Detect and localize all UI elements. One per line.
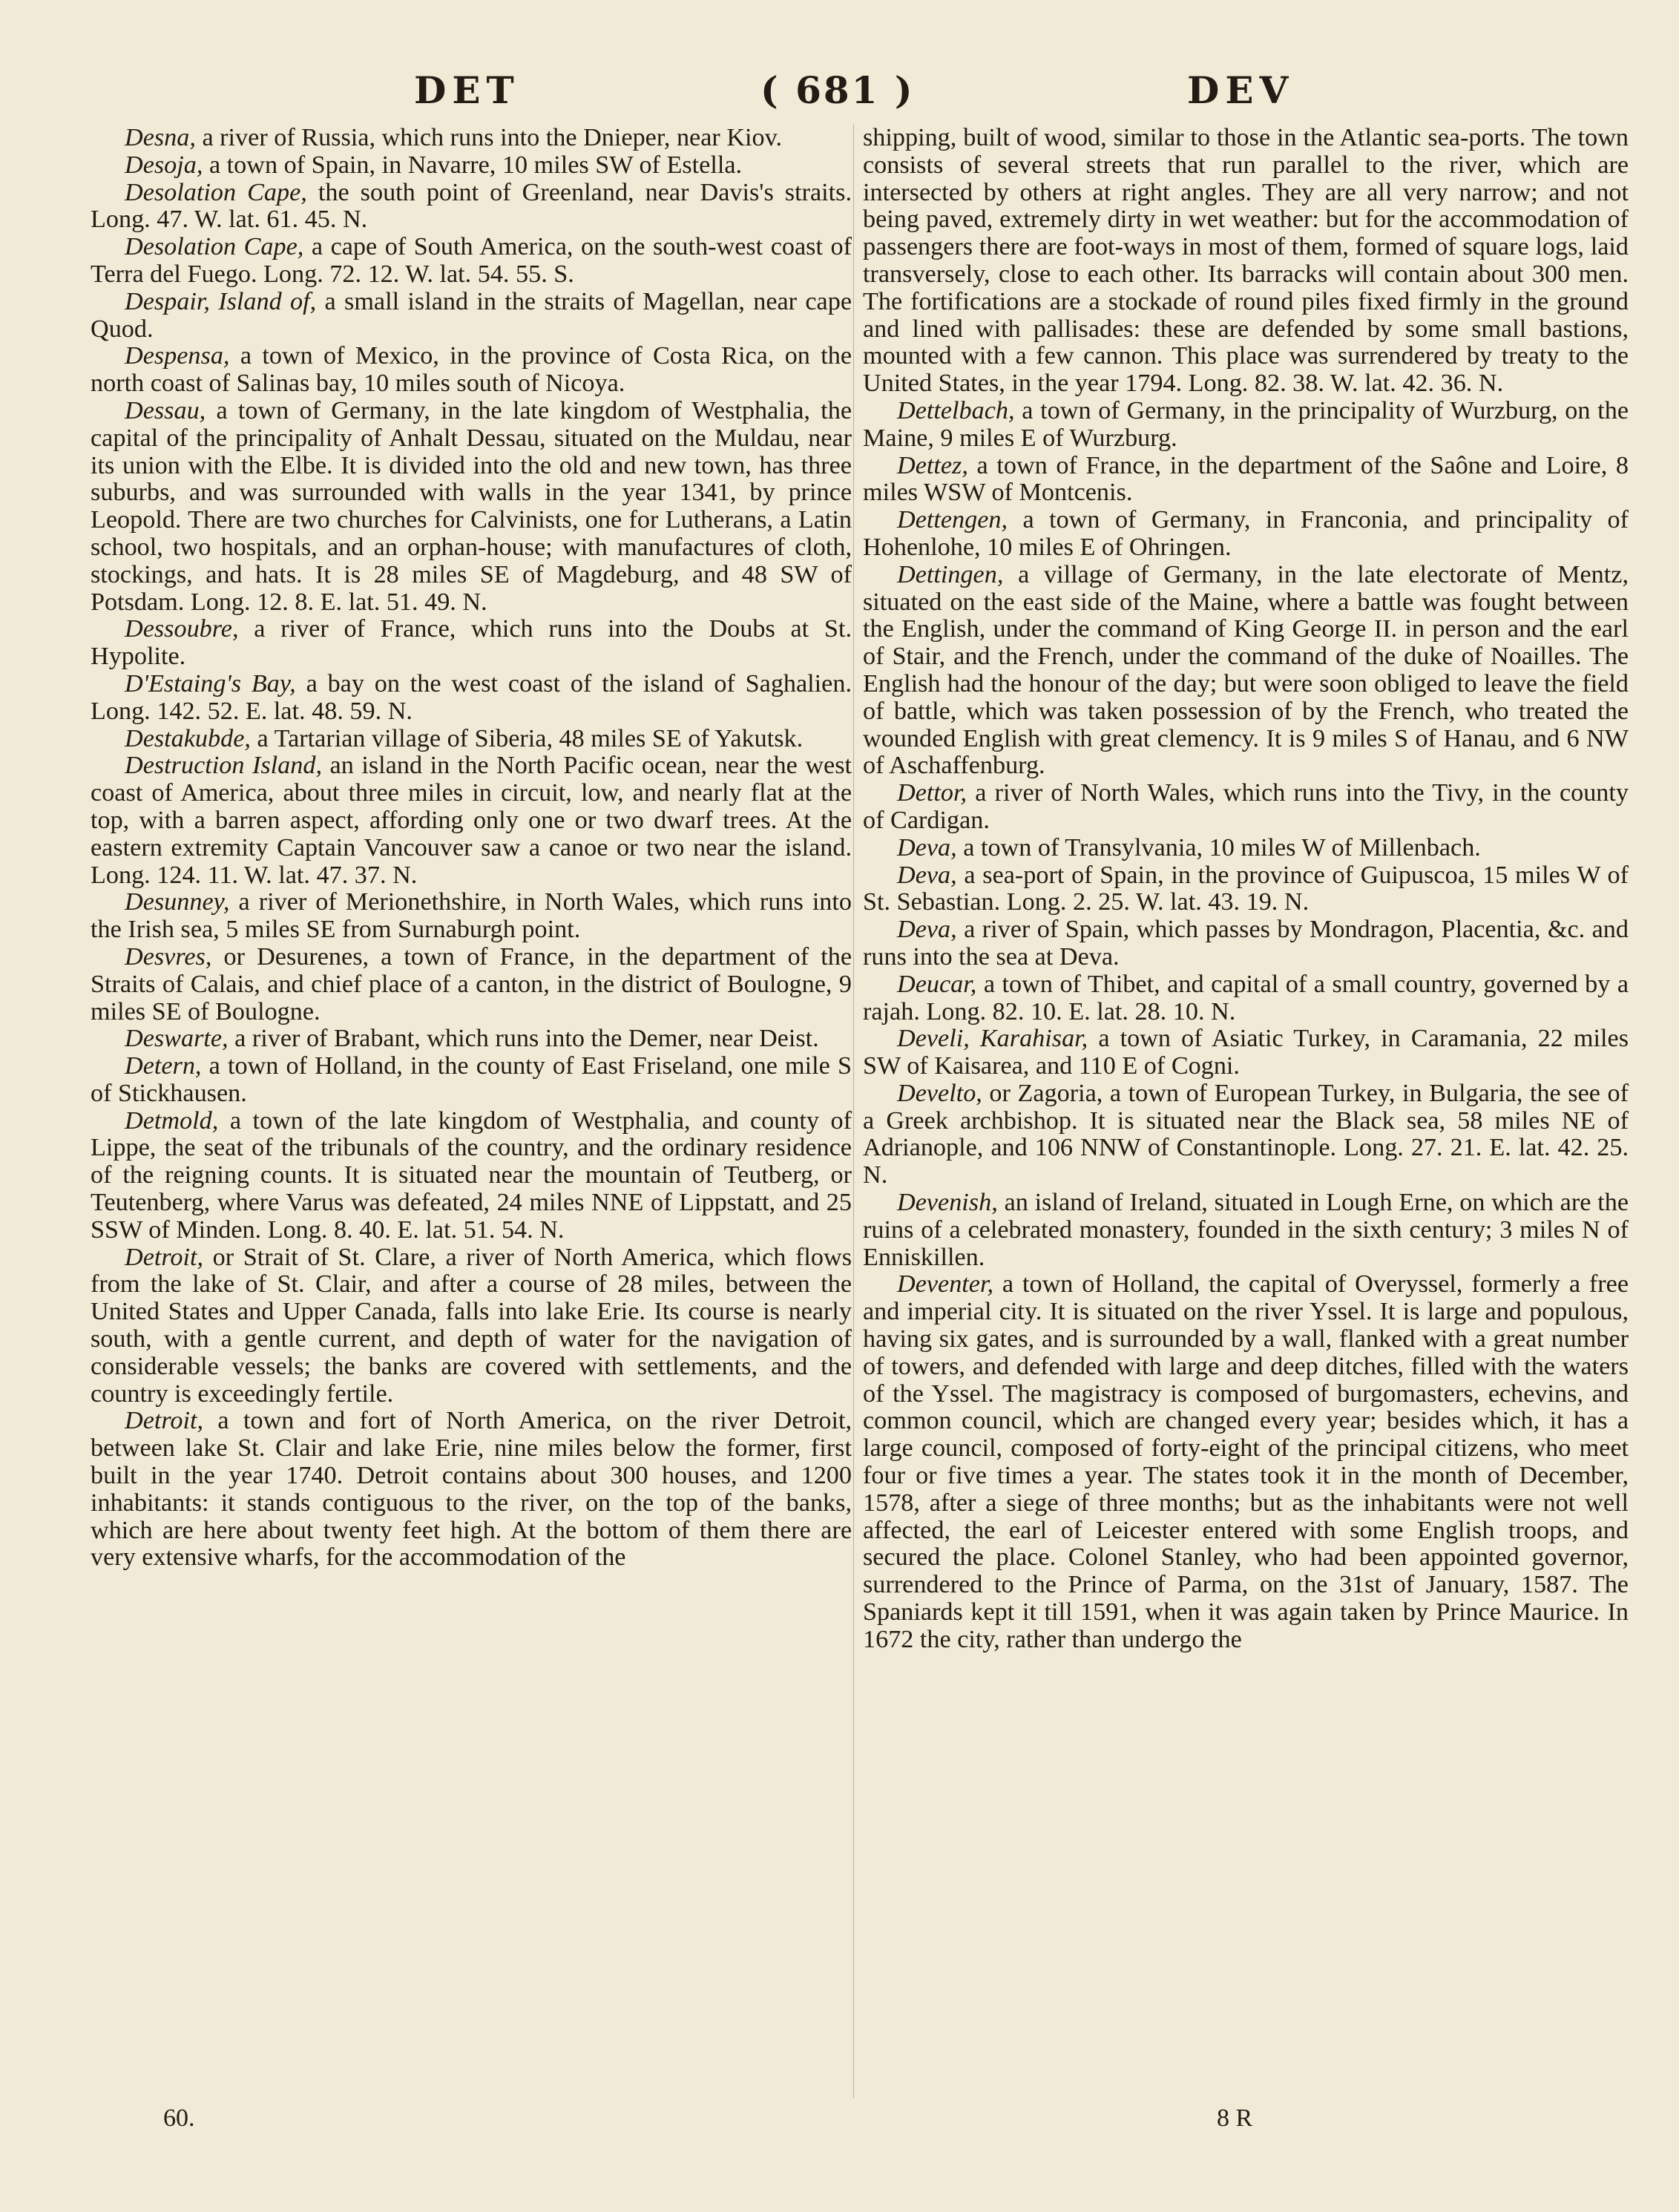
gazetteer-entry xyxy=(863,1025,1629,1080)
gazetteer-entry xyxy=(863,780,1629,835)
entry-term: Dettingen, xyxy=(897,560,1004,588)
page-number: ( 681 ) xyxy=(760,68,915,112)
entry-text: a town of Spain, in Navarre, 10 miles SW of Estella. xyxy=(203,151,743,179)
entry-term: Develto, xyxy=(897,1079,982,1107)
entry-term: Detroit, xyxy=(125,1407,204,1435)
entry-term: Detern, xyxy=(125,1052,202,1080)
entry-text: a town of Holland, in the county of East Friseland, one mile S of Stickhausen. xyxy=(91,1052,852,1107)
entry-term: Desolation Cape, xyxy=(125,233,304,261)
entry-text: a river of France, which runs into the Doubs at St. Hypolite. xyxy=(91,615,852,671)
entry-text: or Strait of St. Clare, a river of North America, which flows from the lake of St. Clair, and after a course of 28 miles, between the United States and Upper Canada, falls into lake Erie. Its course is nearly south, with a gentle current, and depth of water for the navigation of considerable vessels; the banks are covered with settlements, and the country is exceedingly fertile. xyxy=(91,1243,852,1408)
entry-text: a town of Transylvania, 10 miles W of Millenbach. xyxy=(956,833,1481,862)
entry-term: Despair, Island of, xyxy=(125,287,317,315)
entry-term: Dettengen, xyxy=(897,506,1008,534)
left-column xyxy=(91,125,852,1572)
entry-text: a town of Mexico, in the province of Costa Rica, on the north coast of Salinas bay, 10 miles south of Nicoya. xyxy=(91,342,852,398)
running-head xyxy=(0,68,1679,120)
entry-text: a town of Germany, in the principality of Wurzburg, on the Maine, 9 miles E of Wurzburg. xyxy=(863,396,1629,452)
gazetteer-entry xyxy=(91,343,852,398)
entry-text: a town of Germany, in Franconia, and principality of Hohenlohe, 10 miles E of Ohringen. xyxy=(863,506,1629,561)
entry-term: Desoja, xyxy=(125,151,203,179)
entry-text: an island of Ireland, situated in Lough Erne, on which are the ruins of a celebrated monastery, founded in the sixth century; 3 miles N of Enniskillen. xyxy=(863,1189,1629,1271)
gazetteer-entry xyxy=(863,971,1629,1026)
gazetteer-entry xyxy=(91,671,852,726)
gazetteer-entry xyxy=(91,125,852,152)
header-left-catchword: DET xyxy=(414,68,520,112)
entry-term: Dettor, xyxy=(897,779,967,807)
entry-term: Desolation Cape, xyxy=(125,178,307,206)
gazetteer-entry xyxy=(863,125,1629,398)
gazetteer-entry xyxy=(91,1108,852,1244)
entry-term: Dettez, xyxy=(897,451,968,479)
gazetteer-entry xyxy=(863,1271,1629,1653)
gazetteer-entry xyxy=(91,889,852,944)
entry-text: a cape of South America, on the south-west coast of Terra del Fuego. Long. 72. 12. W. lat. 54. 55. S. xyxy=(91,233,852,288)
gazetteer-entry xyxy=(91,616,852,671)
left-signature-mark: 60. xyxy=(163,2104,195,2132)
gazetteer-entry xyxy=(863,835,1629,862)
entry-text: a sea-port of Spain, in the province of Guipuscoa, 15 miles W of St. Sebastian. Long. 2. 25. W. lat. 43. 19. N. xyxy=(863,861,1629,916)
entry-term: Deva, xyxy=(897,916,957,944)
gazetteer-entry xyxy=(863,862,1629,917)
gazetteer-entry xyxy=(91,752,852,889)
entry-text: a town of France, in the department of the Saône and Loire, 8 miles WSW of Montcenis. xyxy=(863,451,1629,507)
entry-term: Despensa, xyxy=(125,342,230,370)
gazetteer-entry xyxy=(91,1025,852,1053)
entry-term: Deventer, xyxy=(897,1270,994,1299)
gazetteer-entry xyxy=(863,1080,1629,1189)
gazetteer-entry xyxy=(91,1408,852,1572)
entry-text: a river of Brabant, which runs into the Demer, near Deist. xyxy=(228,1025,819,1053)
entry-text: a river of North Wales, which runs into the Tivy, in the county of Cardigan. xyxy=(863,779,1629,834)
entry-term: Desunney, xyxy=(125,888,230,916)
entry-text: a river of Russia, which runs into the Dnieper, near Kiov. xyxy=(195,124,783,151)
gazetteer-entry xyxy=(91,234,852,289)
entry-text: a town of Asiatic Turkey, in Caramania, 22 miles SW of Kaisarea, and 110 E of Cogni. xyxy=(863,1025,1629,1080)
gazetteer-entry xyxy=(91,180,852,234)
entry-term: Dettelbach, xyxy=(897,396,1015,424)
entry-text: a town and fort of North America, on the river Detroit, between lake St. Clair and lake Erie, nine miles below the former, first built in the year 1740. Detroit contains about 300 houses, and 1200 inhabitants: it stands contiguous to the river, on the top of the banks, which are here about twenty feet high. At the bottom of them there are very extensive wharfs, for the accommodation of the xyxy=(91,1407,852,1572)
gazetteer-entry xyxy=(91,289,852,344)
entry-term: Destakubde, xyxy=(125,724,251,752)
gazetteer-entry xyxy=(91,152,852,180)
entry-text: a Tartarian village of Siberia, 48 miles SE of Yakutsk. xyxy=(250,724,804,752)
gazetteer-entry xyxy=(863,916,1629,971)
entry-term: D'Estaing's Bay, xyxy=(125,669,296,698)
gazetteer-entry xyxy=(91,398,852,616)
entry-text: or Desurenes, a town of France, in the department of the Straits of Calais, and chief place of a canton, in the district of Boulogne, 9 miles SE of Boulogne. xyxy=(91,942,852,1025)
entry-term: Desna, xyxy=(125,124,196,151)
entry-term: Detmold, xyxy=(125,1106,219,1135)
entry-term: Detroit, xyxy=(125,1243,204,1271)
entry-text: an island in the North Pacific ocean, near the west coast of America, about three miles in circuit, low, and nearly flat at the top, with a barren aspect, affording only one or two dwarf trees. At the eastern extremity Captain Vancouver saw a canoe or two near the island. Long. 124. 11. W. lat. 47. 37. N. xyxy=(91,752,852,889)
gazetteer-entry xyxy=(91,1053,852,1108)
gazetteer-entry xyxy=(91,944,852,1025)
entry-text: a town of the late kingdom of Westphalia, and county of Lippe, the seat of the tribunals of the country, and the ordinary residence of the reigning counts. It is situated near the mountain of Teutberg, or Teutenberg, where Varus was defeated, 24 miles NNE of Lippstatt, and 25 SSW of Minden. Long. 8. 40. E. lat. 51. 54. N. xyxy=(91,1106,852,1244)
entry-text: a village of Germany, in the late electorate of Mentz, situated on the east side of the Maine, where a battle was fought between the English, under the command of King George II. in person and the earl of Stair, and the French, under the command of the duke of Noailles. The English had the honour of the day; but were soon obliged to leave the field of battle, which was taken possession of by the French, who treated the wounded English with great clemency. It is 9 miles S of Hanau, and 6 NW of Aschaffenburg. xyxy=(863,560,1629,780)
entry-term: Deucar, xyxy=(897,970,977,998)
entry-term: Dessoubre, xyxy=(125,615,239,643)
entry-text: a bay on the west coast of the island of Saghalien. Long. 142. 52. E. lat. 48. 59. N. xyxy=(91,669,852,725)
entry-term: Deva, xyxy=(897,861,957,889)
entry-term: Develi, Karahisar, xyxy=(897,1025,1088,1053)
entry-text: a town of Holland, the capital of Overyssel, formerly a free and imperial city. It is situated on the river Yssel. It is large and populous, having six gates, and is surrounded by a wall, flanked with a great number of towers, and defended with large and deep ditches, filled with the waters of the Yssel. The magistracy is composed of burgomasters, echevins, and common council, which are changed every year; besides which, it has a large council, composed of forty-eight of the principal citizens, who meet four or five times a year. The states took it in the month of December, 1578, after a siege of three months; but as the inhabitants were not well affected, the earl of Leicester entered with some English troops, and secured the place. Colonel Stanley, who had been appointed governor, surrendered to the Prince of Parma, on the 31st of January, 1587. The Spaniards kept it till 1591, when it was again taken by Prince Maurice. In 1672 the city, rather than undergo the xyxy=(863,1270,1629,1653)
entry-term: Devenish, xyxy=(897,1189,998,1217)
entry-term: Deva, xyxy=(897,833,957,862)
entry-text: shipping, built of wood, similar to those in the Atlantic sea-ports. The town consists of several streets that run parallel to the river, which are intersected by others at right angles. They are all very narrow; and not being paved, extremely dirty in wet weather: but for the accommodation of passengers there are foot-ways in most of them, formed of square logs, laid transversely, close to each other. Its barracks will contain about 300 men. The fortifications are a stockade of round piles fixed firmly in the ground and lined with pallisades: these are defended by some small bastions, mounted with a few cannon. This place was surrendered by treaty to the United States, in the year 1794. Long. 82. 38. W. lat. 42. 36. N. xyxy=(863,124,1629,398)
gazetteer-entry xyxy=(863,562,1629,780)
entry-text: a town of Thibet, and capital of a small country, governed by a rajah. Long. 82. 10. E. lat. 28. 10. N. xyxy=(863,970,1629,1025)
gazetteer-entry xyxy=(863,453,1629,508)
entry-text: or Zagoria, a town of European Turkey, in Bulgaria, the see of a Greek archbishop. It is situated near the Black sea, 58 miles NE of Adrianople, and 106 NNW of Constantinople. Long. 27. 21. E. lat. 42. 25. N. xyxy=(863,1079,1629,1189)
entry-text: a river of Spain, which passes by Mondragon, Placentia, &c. and runs into the sea at Deva. xyxy=(863,916,1629,971)
column-divider xyxy=(853,125,854,2098)
entry-text: the south point of Greenland, near Davis's straits. Long. 47. W. lat. 61. 45. N. xyxy=(91,178,852,234)
entry-term: Desvres, xyxy=(125,942,212,971)
header-right-catchword: DEV xyxy=(1187,68,1295,112)
right-column xyxy=(863,125,1629,1654)
entry-term: Deswarte, xyxy=(125,1025,229,1053)
entry-text: a river of Merionethshire, in North Wales, which runs into the Irish sea, 5 miles SE from Surnaburgh point. xyxy=(91,888,852,944)
gazetteer-entry xyxy=(91,726,852,753)
gazetteer-entry xyxy=(863,1189,1629,1271)
entry-text: a town of Germany, in the late kingdom of Westphalia, the capital of the principality of Anhalt Dessau, situated on the Muldau, near its union with the Elbe. It is divided into the old and new town, has three suburbs, and was surrounded with walls in the year 1341, by prince Leopold. There are two churches for Calvinists, one for Lutherans, a Latin school, two hospitals, and an orphan-house; with manufactures of cloth, stockings, and hats. It is 28 miles SE of Magdeburg, and 48 SW of Potsdam. Long. 12. 8. E. lat. 51. 49. N. xyxy=(91,396,852,616)
gazetteer-entry xyxy=(863,507,1629,562)
entry-term: Destruction Island, xyxy=(125,752,322,780)
entry-term: Dessau, xyxy=(125,396,206,424)
gazetteer-entry xyxy=(863,398,1629,453)
entry-text: a small island in the straits of Magellan, near cape Quod. xyxy=(91,287,852,343)
right-signature-mark: 8 R xyxy=(1217,2104,1253,2132)
gazetteer-entry xyxy=(91,1244,852,1408)
